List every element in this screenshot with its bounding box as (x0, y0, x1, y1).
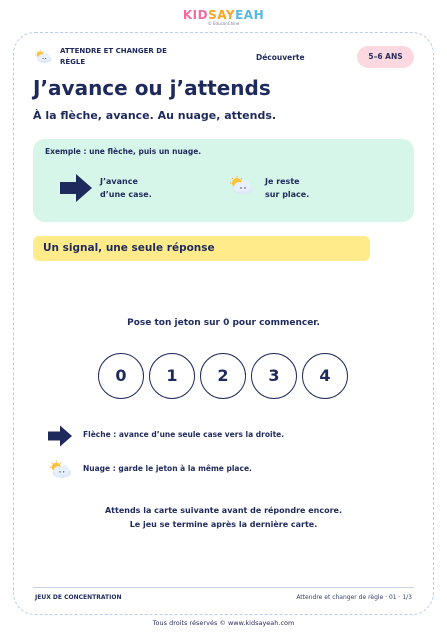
track-cell[interactable]: 2 (200, 353, 246, 399)
logo-wordmark: KIDSAYEAH (182, 8, 265, 22)
example-label: Exemple : une flèche, puis un nuage. (45, 147, 202, 156)
rule-arrow-text: Flèche : avance d’une seule case vers la droite. (83, 430, 285, 439)
example-arrow-text: J’avance d’une case. (100, 177, 152, 199)
footer-series: JEUX DE CONCENTRATION (35, 594, 122, 601)
rule-cloud (47, 458, 407, 482)
age-badge: 5–6 ANS (357, 46, 414, 68)
copyright-notice: Tous droits réservés © www.kidsayeah.com (152, 619, 295, 627)
arrow-right-icon (47, 424, 73, 448)
arrow-right-icon (60, 172, 92, 204)
cloud-sun-icon (227, 176, 255, 196)
brand-logo (0, 8, 447, 26)
example-box (33, 139, 414, 222)
page-subtitle: À la flèche, avance. Au nuage, attends. (33, 109, 277, 122)
footer-divider (33, 587, 414, 588)
cloud-sun-icon (47, 458, 73, 482)
start-instruction: Pose ton jeton sur 0 pour commencer. (127, 318, 320, 328)
closing-instructions (0, 504, 447, 532)
closing-line: Le jeu se termine après la dernière carte. (129, 520, 318, 529)
footer-page-info: Attendre et changer de règle · 01 · 1/3 (296, 594, 412, 601)
number-track (98, 353, 349, 399)
track-cell[interactable]: 4 (302, 353, 348, 399)
worksheet-header (33, 46, 414, 68)
rule-cloud-text: Nuage : garde le jeton à la même place. (83, 464, 252, 473)
track-cell[interactable]: 0 (98, 353, 144, 399)
closing-line: Attends la carte suivante avant de répondre encore. (104, 506, 343, 515)
rule-arrow (47, 424, 407, 448)
section-banner: Un signal, une seule réponse (33, 236, 370, 261)
track-cell[interactable]: 3 (251, 353, 297, 399)
logo-tagline: © EduconChine (207, 21, 240, 26)
track-cell[interactable]: 1 (149, 353, 195, 399)
page-title: J’avance ou j’attends (33, 76, 271, 100)
example-cloud-text: Je reste sur place. (265, 177, 310, 199)
cloud-sun-icon (33, 50, 53, 64)
worksheet-category: ATTENDRE ET CHANGER DE RÈGLE (60, 47, 167, 66)
difficulty-level: Découverte (256, 53, 305, 62)
